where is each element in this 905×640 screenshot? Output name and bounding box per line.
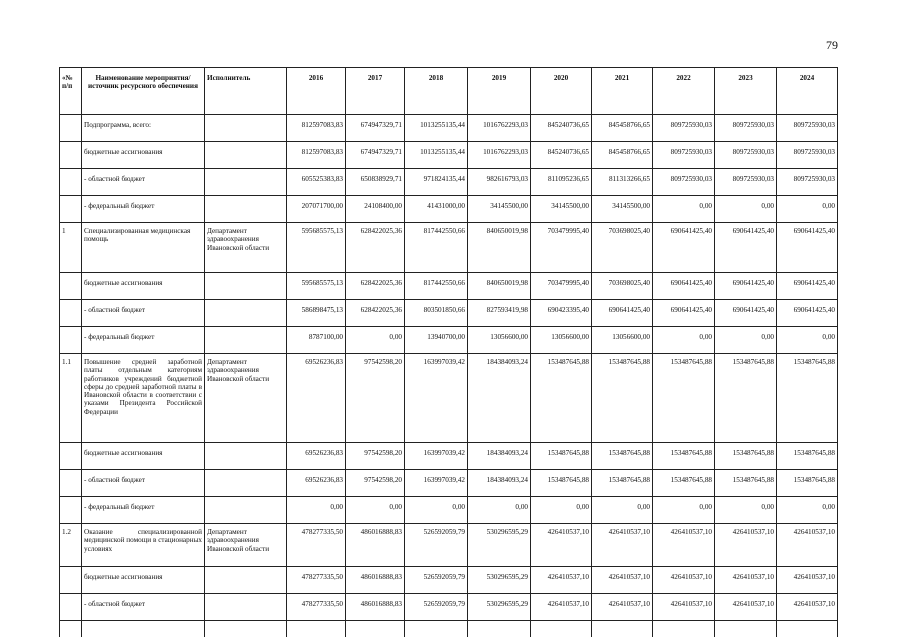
row-num	[60, 196, 82, 223]
table-row	[60, 115, 838, 142]
value-cell: 153487645,88	[592, 470, 653, 497]
row-executor	[205, 273, 287, 300]
value-cell: 982616793,03	[468, 169, 531, 196]
value-cell: 426410537,10	[531, 594, 592, 621]
value-cell: 690641425,40	[777, 223, 838, 273]
row-executor	[205, 169, 287, 196]
value-cell: 809725930,03	[653, 115, 715, 142]
value-cell: 628422025,36	[346, 300, 405, 327]
value-cell: 486016888,83	[346, 567, 405, 594]
value-cell: 690641425,40	[715, 300, 777, 327]
header-num: «№ п/п	[60, 68, 82, 115]
value-cell: 426410537,10	[715, 594, 777, 621]
value-cell: 845240736,65	[531, 142, 592, 169]
header-year: 2017	[346, 68, 405, 115]
value-cell: 628422025,36	[346, 223, 405, 273]
value-cell: 690641425,40	[715, 223, 777, 273]
value-cell: 426410537,10	[653, 524, 715, 567]
row-num	[60, 273, 82, 300]
value-cell: 530296595,29	[468, 594, 531, 621]
value-cell: 0,00	[715, 497, 777, 524]
value-cell: 153487645,88	[653, 354, 715, 443]
row-num: 1.1	[60, 354, 82, 443]
value-cell: 817442550,66	[405, 223, 468, 273]
value-cell: 486016888,83	[346, 524, 405, 567]
row-executor	[205, 115, 287, 142]
value-cell: 840650019,98	[468, 273, 531, 300]
table-row	[60, 443, 838, 470]
value-cell: 845240736,65	[531, 115, 592, 142]
row-num: 1	[60, 223, 82, 273]
value-cell: 690641425,40	[715, 273, 777, 300]
value-cell: 809725930,03	[777, 142, 838, 169]
header-executor: Исполнитель	[205, 68, 287, 115]
value-cell: 0,00	[777, 497, 838, 524]
value-cell: 0,00	[777, 327, 838, 354]
value-cell: 690641425,40	[592, 300, 653, 327]
value-cell: 595685575,13	[287, 223, 346, 273]
value-cell: 1016762293,03	[468, 142, 531, 169]
row-executor	[205, 443, 287, 470]
row-executor	[205, 594, 287, 621]
value-cell: 153487645,88	[653, 443, 715, 470]
header-year: 2022	[653, 68, 715, 115]
header-year: 2021	[592, 68, 653, 115]
row-name: Оказание специализированной медицинской помощи в стационарных условиях	[82, 524, 205, 567]
value-cell: 1016762293,03	[468, 115, 531, 142]
table-row	[60, 273, 838, 300]
value-cell: 1013255135,44	[405, 142, 468, 169]
header-row	[60, 68, 838, 115]
value-cell: 426410537,10	[715, 567, 777, 594]
table-row	[60, 567, 838, 594]
value-cell: 605525383,83	[287, 169, 346, 196]
value-cell: 153487645,88	[592, 354, 653, 443]
row-num: 1.2	[60, 524, 82, 567]
header-year: 2024	[777, 68, 838, 115]
header-year: 2016	[287, 68, 346, 115]
value-cell: 703479995,40	[531, 223, 592, 273]
value-cell: 153487645,88	[777, 443, 838, 470]
value-cell: 184384093,24	[468, 470, 531, 497]
value-cell: 703698025,40	[592, 223, 653, 273]
value-cell: 811313266,65	[592, 169, 653, 196]
row-name: бюджетные ассигнования	[82, 443, 205, 470]
value-cell: 153487645,88	[715, 470, 777, 497]
value-cell: 530296595,29	[468, 524, 531, 567]
value-cell: 703479995,40	[531, 273, 592, 300]
value-cell: 530296595,29	[468, 567, 531, 594]
value-cell: 0,00	[653, 196, 715, 223]
value-cell: 184384093,24	[468, 354, 531, 443]
row-num	[60, 327, 82, 354]
row-name: бюджетные ассигнования	[82, 567, 205, 594]
budget-table	[59, 67, 838, 637]
value-cell: 153487645,88	[592, 443, 653, 470]
row-executor: Департамент здравоохранения Ивановской области	[205, 354, 287, 443]
value-cell: 478277335,50	[287, 567, 346, 594]
value-cell: 0,00	[405, 497, 468, 524]
value-cell: 97542598,20	[346, 354, 405, 443]
value-cell: 34145500,00	[592, 196, 653, 223]
value-cell: 971824135,44	[405, 169, 468, 196]
value-cell: 163997039,42	[405, 443, 468, 470]
value-cell: 526592059,79	[405, 567, 468, 594]
value-cell: 526592059,79	[405, 524, 468, 567]
value-cell: 97542598,20	[346, 470, 405, 497]
value-cell: 1013255135,44	[405, 115, 468, 142]
value-cell: 207071700,00	[287, 196, 346, 223]
value-cell: 690641425,40	[653, 223, 715, 273]
value-cell: 426410537,10	[777, 567, 838, 594]
value-cell: 812597083,83	[287, 115, 346, 142]
value-cell: 0,00	[346, 497, 405, 524]
table-row	[60, 327, 838, 354]
value-cell: 426410537,10	[592, 524, 653, 567]
value-cell: 426410537,10	[653, 594, 715, 621]
row-executor: Департамент здравоохранения Ивановской области	[205, 524, 287, 567]
table-row	[60, 524, 838, 567]
value-cell: 69526236,83	[287, 470, 346, 497]
row-executor: Департамент здравоохранения Ивановской области	[205, 223, 287, 273]
value-cell: 426410537,10	[777, 594, 838, 621]
row-name: бюджетные ассигнования	[82, 142, 205, 169]
table-row	[60, 169, 838, 196]
header-year: 2019	[468, 68, 531, 115]
row-num	[60, 142, 82, 169]
value-cell: 0,00	[653, 327, 715, 354]
table-row	[60, 300, 838, 327]
value-cell: 0,00	[346, 327, 405, 354]
value-cell: 153487645,88	[715, 443, 777, 470]
value-cell: 0,00	[715, 327, 777, 354]
header-year: 2018	[405, 68, 468, 115]
row-num	[60, 594, 82, 621]
header-year: 2023	[715, 68, 777, 115]
row-name: бюджетные ассигнования	[82, 273, 205, 300]
page-number: 79	[826, 38, 838, 52]
value-cell: 0,00	[592, 497, 653, 524]
value-cell: 827593419,98	[468, 300, 531, 327]
value-cell: 809725930,03	[653, 169, 715, 196]
value-cell: 690641425,40	[653, 273, 715, 300]
value-cell: 803501850,66	[405, 300, 468, 327]
row-num	[60, 470, 82, 497]
row-executor	[205, 327, 287, 354]
table-row	[60, 470, 838, 497]
value-cell: 13940700,00	[405, 327, 468, 354]
value-cell: 845458766,65	[592, 142, 653, 169]
table-row-continuation	[60, 621, 838, 638]
row-num	[60, 115, 82, 142]
value-cell: 0,00	[287, 497, 346, 524]
row-name: Повышение средней заработной платы отдельным категориям работников учреждений бюджетной сферы до средней заработной платы в Ивановской области в соответствии с указами Президента Российской Федерации	[82, 354, 205, 443]
value-cell: 809725930,03	[715, 169, 777, 196]
row-name: - областной бюджет	[82, 300, 205, 327]
value-cell: 628422025,36	[346, 273, 405, 300]
row-num	[60, 443, 82, 470]
row-executor	[205, 142, 287, 169]
value-cell: 69526236,83	[287, 354, 346, 443]
value-cell: 426410537,10	[531, 524, 592, 567]
value-cell: 650838929,71	[346, 169, 405, 196]
value-cell: 41431000,00	[405, 196, 468, 223]
value-cell: 0,00	[777, 196, 838, 223]
value-cell: 809725930,03	[715, 142, 777, 169]
value-cell: 163997039,42	[405, 354, 468, 443]
row-executor	[205, 567, 287, 594]
value-cell: 426410537,10	[777, 524, 838, 567]
value-cell: 674947329,71	[346, 142, 405, 169]
row-name: - федеральный бюджет	[82, 196, 205, 223]
table-row	[60, 497, 838, 524]
value-cell: 13056600,00	[531, 327, 592, 354]
value-cell: 817442550,66	[405, 273, 468, 300]
value-cell: 0,00	[715, 196, 777, 223]
table-row	[60, 196, 838, 223]
value-cell: 153487645,88	[531, 443, 592, 470]
value-cell: 13056600,00	[592, 327, 653, 354]
value-cell: 595685575,13	[287, 273, 346, 300]
value-cell: 34145500,00	[468, 196, 531, 223]
value-cell: 24108400,00	[346, 196, 405, 223]
row-name: - областной бюджет	[82, 470, 205, 497]
row-executor	[205, 497, 287, 524]
table-row	[60, 142, 838, 169]
row-name: - федеральный бюджет	[82, 327, 205, 354]
header-name: Наименование мероприятия/источник ресурсного обеспечения	[82, 68, 205, 115]
value-cell: 690641425,40	[777, 300, 838, 327]
row-num	[60, 169, 82, 196]
value-cell: 809725930,03	[777, 115, 838, 142]
row-num	[60, 300, 82, 327]
value-cell: 426410537,10	[715, 524, 777, 567]
value-cell: 812597083,83	[287, 142, 346, 169]
value-cell: 809725930,03	[653, 142, 715, 169]
value-cell: 153487645,88	[653, 470, 715, 497]
row-name: - областной бюджет	[82, 169, 205, 196]
value-cell: 8787100,00	[287, 327, 346, 354]
row-executor	[205, 470, 287, 497]
row-num	[60, 567, 82, 594]
value-cell: 426410537,10	[592, 567, 653, 594]
row-name: - федеральный бюджет	[82, 497, 205, 524]
row-name: Специализированная медицинская помощь	[82, 223, 205, 273]
table-row	[60, 223, 838, 273]
value-cell: 184384093,24	[468, 443, 531, 470]
value-cell: 809725930,03	[777, 169, 838, 196]
row-name: - областной бюджет	[82, 594, 205, 621]
value-cell: 0,00	[653, 497, 715, 524]
value-cell: 690423395,40	[531, 300, 592, 327]
value-cell: 97542598,20	[346, 443, 405, 470]
value-cell: 163997039,42	[405, 470, 468, 497]
value-cell: 153487645,88	[531, 470, 592, 497]
value-cell: 153487645,88	[715, 354, 777, 443]
table-row	[60, 594, 838, 621]
value-cell: 690641425,40	[777, 273, 838, 300]
header-year: 2020	[531, 68, 592, 115]
value-cell: 478277335,50	[287, 594, 346, 621]
row-executor	[205, 300, 287, 327]
value-cell: 0,00	[531, 497, 592, 524]
value-cell: 526592059,79	[405, 594, 468, 621]
value-cell: 13056600,00	[468, 327, 531, 354]
value-cell: 690641425,40	[653, 300, 715, 327]
value-cell: 153487645,88	[777, 354, 838, 443]
value-cell: 811095236,65	[531, 169, 592, 196]
value-cell: 69526236,83	[287, 443, 346, 470]
table-row	[60, 354, 838, 443]
value-cell: 845458766,65	[592, 115, 653, 142]
value-cell: 486016888,83	[346, 594, 405, 621]
value-cell: 674947329,71	[346, 115, 405, 142]
value-cell: 0,00	[468, 497, 531, 524]
value-cell: 703698025,40	[592, 273, 653, 300]
value-cell: 426410537,10	[592, 594, 653, 621]
value-cell: 840650019,98	[468, 223, 531, 273]
value-cell: 153487645,88	[777, 470, 838, 497]
value-cell: 809725930,03	[715, 115, 777, 142]
row-executor	[205, 196, 287, 223]
value-cell: 34145500,00	[531, 196, 592, 223]
value-cell: 586898475,13	[287, 300, 346, 327]
row-name: Подпрограмма, всего:	[82, 115, 205, 142]
value-cell: 426410537,10	[653, 567, 715, 594]
value-cell: 478277335,50	[287, 524, 346, 567]
value-cell: 153487645,88	[531, 354, 592, 443]
row-num	[60, 497, 82, 524]
value-cell: 426410537,10	[531, 567, 592, 594]
